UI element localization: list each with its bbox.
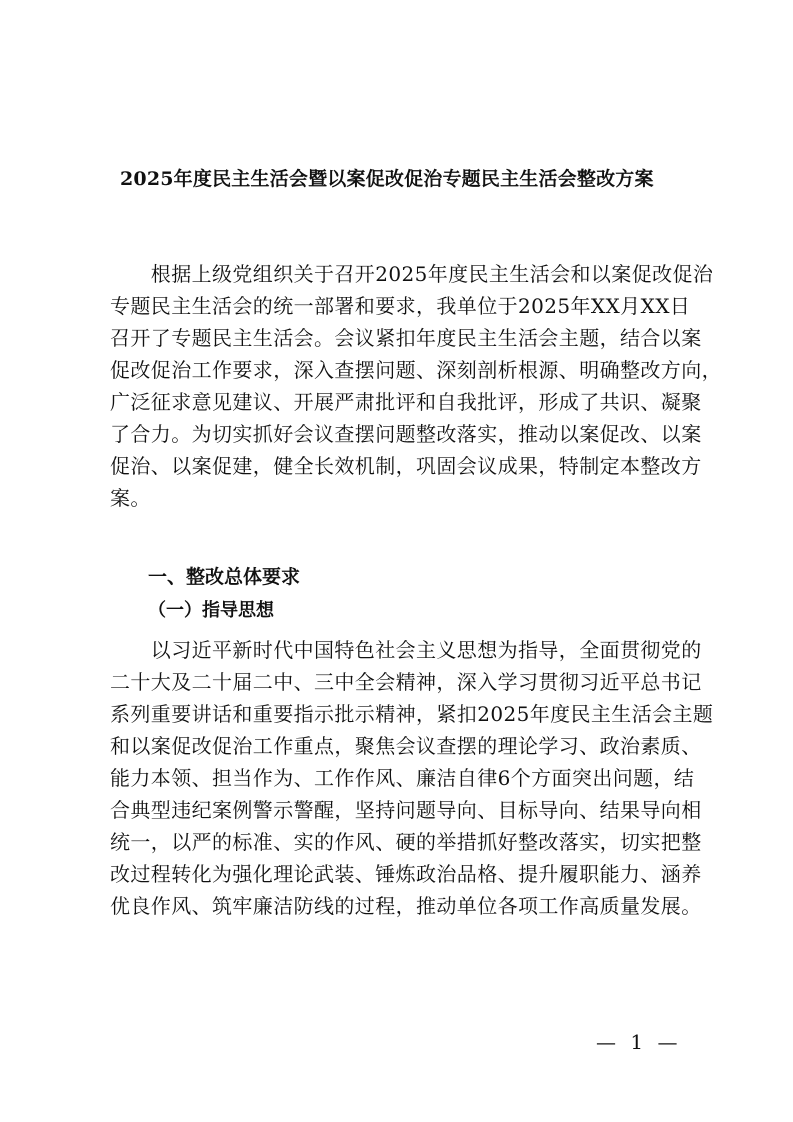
intro-line: 促改促治工作要求，深入查摆问题、深刻剖析根源、明确整改方向， xyxy=(110,358,722,382)
intro-paragraph xyxy=(110,258,722,514)
guiding-line: 统一，以严的标准、实的作风、硬的举措抓好整改落实，切实把整 xyxy=(110,830,702,854)
section-heading: 一、整改总体要求 xyxy=(148,566,301,588)
intro-line: 广泛征求意见建议、开展严肃批评和自我批评，形成了共识、凝聚 xyxy=(110,390,702,414)
guiding-line: 合典型违纪案例警示警醒，坚持问题导向、目标导向、结果导向相 xyxy=(110,798,702,822)
page-number: — 1 — xyxy=(596,1030,682,1054)
intro-line: 召开了专题民主生活会。会议紧扣年度民主生活会主题，结合以案 xyxy=(110,326,702,350)
guiding-line: 和以案促改促治工作重点，聚焦会议查摆的理论学习、政治素质、 xyxy=(110,734,702,758)
guiding-line: 优良作风、筑牢廉洁防线的过程，推动单位各项工作高质量发展。 xyxy=(110,894,702,918)
guiding-line: 系列重要讲话和重要指示批示精神，紧扣2025年度民主生活会主题 xyxy=(110,702,714,726)
subsection-heading: （一）指导思想 xyxy=(148,600,274,621)
intro-line: 促治、以案促建，健全长效机制，巩固会议成果，特制定本整改方 xyxy=(110,454,702,478)
guiding-line: 二十大及二十届二中、三中全会精神，深入学习贯彻习近平总书记 xyxy=(110,670,702,694)
guiding-line: 以习近平新时代中国特色社会主义思想为指导，全面贯彻党的 xyxy=(110,638,702,662)
intro-line: 了合力。为切实抓好会议查摆问题整改落实，推动以案促改、以案 xyxy=(110,422,702,446)
intro-line: 根据上级党组织关于召开2025年度民主生活会和以案促改促治 xyxy=(110,262,714,286)
intro-line: 专题民主生活会的统一部署和要求，我单位于2025年XX月XX日 xyxy=(110,294,691,318)
intro-line: 案。 xyxy=(110,486,151,510)
document-title: 2025年度民主生活会暨以案促改促治专题民主生活会整改方案 xyxy=(120,168,654,190)
guiding-line: 改过程转化为强化理论武装、锤炼政治品格、提升履职能力、涵养 xyxy=(110,862,702,886)
guiding-line: 能力本领、担当作为、工作作风、廉洁自律6个方面突出问题，结 xyxy=(110,766,695,790)
guiding-paragraph xyxy=(110,634,714,922)
